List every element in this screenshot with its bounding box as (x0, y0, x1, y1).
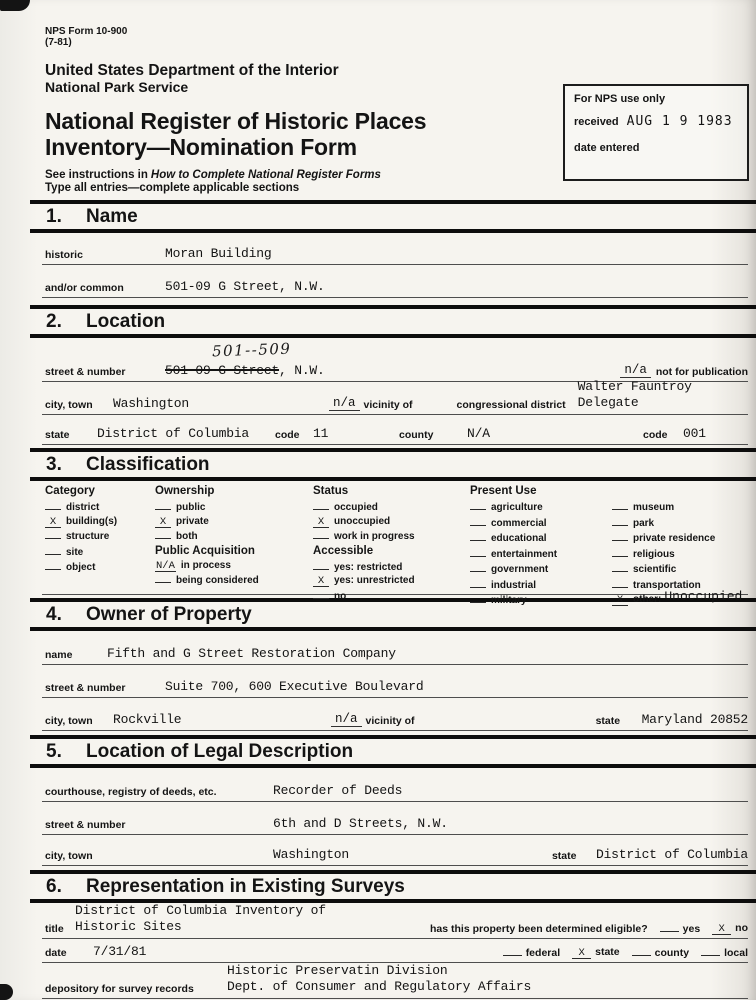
checkbox-other (612, 589, 748, 607)
section-2-number: 2. (46, 311, 62, 332)
vicinity-na: n/a (329, 396, 360, 411)
owner-vicinity-na: n/a (331, 712, 362, 727)
street-value-struck: 501-09 G Street (165, 363, 280, 378)
ownership-header: Ownership (155, 485, 215, 497)
county-value: N/A (467, 426, 490, 441)
survey-date-value: 7/31/81 (93, 944, 147, 959)
checkbox-site (45, 544, 155, 560)
checkbox-blank (155, 499, 171, 510)
checkbox-county (632, 945, 689, 959)
category-column (45, 484, 155, 594)
section-1-title: Name (86, 206, 138, 227)
checkbox-label: commercial (491, 517, 547, 529)
checkbox-blank (612, 577, 628, 588)
not-for-publication-label: not for publication (655, 366, 748, 378)
category-header: Category (45, 485, 95, 497)
street-value (165, 363, 325, 378)
checkbox-label: federal (525, 947, 561, 959)
department-title: United States Department of the Interior (45, 62, 339, 79)
checkbox-label: park (633, 517, 655, 529)
legal-street-value: 6th and D Streets, N.W. (273, 816, 448, 831)
checkbox-blank (612, 530, 628, 541)
legal-city-value: Washington (273, 847, 350, 862)
checkbox-label: public (176, 502, 206, 513)
courthouse-label: courthouse, registry of deeds, etc. (45, 786, 217, 798)
checkbox-yes-restricted (313, 559, 470, 575)
checkbox-blank (470, 592, 486, 603)
field-owner-city (42, 698, 748, 731)
form-title-line2: Inventory—Nomination Form (45, 134, 357, 160)
checkbox-label: being considered (176, 575, 259, 586)
checkbox-label: museum (633, 502, 675, 513)
code2-label: code (643, 429, 668, 441)
field-owner-street (42, 665, 748, 698)
eligible-question: has this property been determined eligible? (430, 923, 648, 935)
checkbox-blank (470, 499, 486, 510)
owner-state-value: Maryland 20852 (641, 712, 748, 727)
field-survey-date (42, 939, 748, 963)
owner-name-label: name (45, 649, 73, 661)
checkbox-blank: X (612, 595, 628, 606)
checkbox-blank (313, 588, 329, 599)
checkbox-label: yes: unrestricted (334, 575, 415, 586)
accessible-header: Accessible (313, 544, 374, 557)
field-legal-street (42, 802, 748, 835)
checkbox-label: district (66, 502, 100, 513)
checkbox-blank (470, 530, 486, 541)
checkbox-yes-unrestricted (313, 574, 470, 588)
survey-title-line1: District of Columbia Inventory of (75, 903, 326, 918)
checkbox-unoccupied (313, 515, 470, 529)
checkbox-blank: X (712, 924, 731, 935)
section-1-header (30, 200, 756, 233)
field-state-county (42, 415, 748, 445)
checkbox-label: object (66, 562, 96, 573)
scan-artifact-bottom-left (0, 984, 13, 1000)
checkbox-blank: X (572, 948, 591, 959)
checkbox-label: scientific (633, 564, 677, 575)
city-value: Washington (113, 396, 190, 411)
field-common-name (42, 265, 748, 298)
checkbox-scientific (612, 561, 748, 577)
checkbox-blank (612, 546, 628, 557)
depository-value (227, 963, 531, 995)
owner-city-label: city, town (45, 715, 93, 727)
owner-vicinity-label: vicinity of (365, 715, 415, 727)
section-6-number: 6. (46, 876, 62, 897)
checkbox-label: no (735, 922, 748, 934)
checkbox-private (155, 515, 313, 529)
code-value: 11 (313, 426, 329, 441)
nps-box-header: For NPS use only (574, 93, 666, 105)
field-legal-city (42, 835, 748, 866)
checkbox-blank (45, 528, 61, 539)
checkbox-label: both (176, 531, 198, 542)
common-name-label: and/or common (45, 282, 124, 294)
agency-title: National Park Service (45, 79, 189, 95)
section-6-title: Representation in Existing Surveys (86, 876, 405, 897)
checkbox-blank (701, 945, 720, 956)
checkbox-label: industrial (491, 579, 537, 591)
checkbox-blank: X (45, 517, 61, 528)
classification-grid (45, 484, 748, 606)
checkbox-label: local (724, 947, 748, 959)
checkbox-public (155, 499, 313, 515)
field-courthouse (42, 768, 748, 802)
field-survey-title (42, 903, 748, 939)
checkbox-label: private (176, 515, 209, 527)
checkbox-blank: X (313, 517, 329, 528)
city-label: city, town (45, 399, 93, 411)
checkbox-label: transportation (633, 579, 701, 591)
owner-city-value: Rockville (113, 712, 182, 727)
checkbox-blank (155, 572, 171, 583)
section-4-number: 4. (46, 604, 62, 625)
checkbox-local (701, 945, 748, 959)
checkbox-industrial (470, 577, 612, 593)
section-1-number: 1. (46, 206, 62, 227)
checkbox-federal (503, 945, 560, 959)
checkbox-blank (503, 945, 522, 956)
section-3-title: Classification (86, 454, 210, 475)
checkbox-label: government (491, 564, 549, 575)
handwritten-correction: 501--509 (211, 339, 292, 361)
checkbox-blank (45, 544, 61, 555)
checkbox-both (155, 528, 313, 544)
instructions-prefix: See instructions in (45, 169, 148, 181)
congressional-line1: Walter Fauntroy (577, 379, 692, 394)
section-5-title: Location of Legal Description (86, 741, 354, 762)
legal-state-label: state (551, 850, 577, 862)
checkbox-private-residence (612, 530, 748, 546)
status-header: Status (313, 485, 349, 497)
survey-title-line2: Historic Sites (75, 919, 182, 934)
checkbox-blank: X (313, 576, 329, 587)
received-row (574, 114, 738, 129)
checkbox-label: religious (633, 548, 675, 560)
legal-state-value: District of Columbia (595, 847, 748, 862)
survey-date-label: date (45, 947, 67, 959)
congressional-district-value (578, 379, 692, 411)
checkbox-work-in-progress (313, 528, 470, 544)
owner-name-value: Fifth and G Street Restoration Company (107, 646, 396, 661)
owner-street-label: street & number (45, 682, 126, 694)
nps-use-only-box (563, 84, 749, 181)
checkbox-label: in process (180, 559, 231, 571)
instructions-line2: Type all entries—complete applicable sections (45, 182, 300, 194)
code-label: code (275, 429, 300, 441)
checkbox-label: military (491, 595, 527, 606)
checkbox-blank: X (155, 517, 171, 528)
checkbox-object (45, 559, 155, 575)
section-5-number: 5. (46, 741, 62, 762)
checkbox-commercial (470, 515, 612, 531)
form-number: NPS Form 10-900 (45, 26, 128, 37)
section-4-title: Owner of Property (86, 604, 252, 625)
field-depository (42, 963, 748, 999)
checkbox-blank (660, 921, 679, 932)
checkbox-eligible-yes (660, 921, 701, 935)
checkbox-educational (470, 530, 612, 546)
common-name-value: 501-09 G Street, N.W. (165, 279, 325, 294)
ownership-column (155, 484, 313, 594)
checkbox-label: yes: restricted (334, 561, 403, 573)
checkbox-label: other: (633, 594, 662, 605)
checkbox-blank (313, 528, 329, 539)
checkbox-blank (313, 499, 329, 510)
checkbox-blank: N/A (156, 559, 175, 572)
field-historic-name (42, 233, 748, 265)
checkbox-blank (45, 559, 61, 570)
owner-street-value: Suite 700, 600 Executive Boulevard (165, 679, 424, 694)
depository-line1: Historic Preservatin Division (227, 963, 448, 978)
checkbox-label: no (334, 590, 347, 602)
code2-value: 001 (683, 426, 706, 441)
survey-title-label: title (45, 923, 64, 935)
checkbox-label: building(s) (66, 515, 118, 527)
historic-value: Moran Building (165, 246, 272, 261)
checkbox-blank (612, 561, 628, 572)
vicinity-label: vicinity of (363, 399, 413, 411)
checkbox-blank (612, 515, 628, 526)
date-entered-label: date entered (574, 142, 640, 154)
present-use-header: Present Use (470, 485, 537, 497)
field-owner-name (42, 631, 748, 665)
checkbox-blank (470, 577, 486, 588)
legal-street-label: street & number (45, 819, 126, 831)
received-date-stamp: AUG 1 9 1983 (626, 114, 733, 129)
checkbox-being-considered (155, 572, 313, 588)
checkbox-structure (45, 528, 155, 544)
section-2-title: Location (86, 311, 166, 332)
section-2-header (30, 305, 756, 338)
checkbox-blank (470, 561, 486, 572)
received-label: received (574, 116, 619, 128)
scan-artifact-top-left (0, 0, 30, 11)
county-label: county (399, 429, 434, 441)
field-street-number (42, 338, 748, 382)
section-5-header (30, 735, 756, 768)
checkbox-park (612, 515, 748, 531)
checkbox-museum (612, 499, 748, 515)
section-3-number: 3. (46, 454, 62, 475)
checkbox-government (470, 561, 612, 577)
congressional-district-label: congressional district (456, 399, 566, 411)
checkbox-label: site (66, 546, 84, 558)
depository-label: depository for survey records (45, 983, 194, 995)
checkbox-occupied (313, 499, 470, 515)
checkbox-blank (45, 499, 61, 510)
checkbox-label: yes (682, 923, 701, 935)
form-number-block (45, 0, 756, 48)
checkbox-blank (632, 945, 651, 956)
checkbox-blank (313, 559, 329, 570)
checkbox-state (572, 946, 620, 959)
checkbox-label: occupied (334, 502, 378, 513)
field-city-town (42, 379, 748, 415)
checkbox-label: educational (491, 533, 547, 544)
not-for-publication-na: n/a (620, 363, 651, 378)
checkbox-military (470, 592, 612, 608)
checkbox-label: agriculture (491, 502, 543, 513)
owner-state-label: state (595, 715, 621, 727)
checkbox-buildings (45, 515, 155, 529)
checkbox-label: entertainment (491, 548, 558, 560)
checkbox-blank (155, 528, 171, 539)
present-use-column-1 (470, 484, 612, 606)
checkbox-religious (612, 546, 748, 562)
checkbox-label: unoccupied (334, 515, 391, 527)
checkbox-agriculture (470, 499, 612, 515)
checkbox-in-process (155, 559, 313, 573)
form-revision: (7-81) (45, 37, 72, 48)
checkbox-no (313, 588, 470, 604)
section-6-header (30, 870, 756, 903)
present-use-column-2 (612, 484, 748, 606)
instructions-manual-title: How to Complete National Register Forms (150, 169, 381, 181)
state-value: District of Columbia (97, 426, 250, 441)
legal-city-label: city, town (45, 850, 93, 862)
checkbox-blank (612, 499, 628, 510)
congressional-line2: Delegate (577, 395, 639, 410)
public-acquisition-header: Public Acquisition (155, 544, 255, 557)
survey-title-value (75, 903, 326, 935)
checkbox-label: private residence (633, 533, 716, 544)
street-value-rest: , N.W. (279, 363, 325, 378)
checkbox-blank (470, 546, 486, 557)
checkbox-eligible-no (712, 922, 748, 935)
form-title-line1: National Register of Historic Places (45, 108, 427, 134)
section-3-header (30, 448, 756, 481)
historic-label: historic (45, 249, 83, 261)
street-label: street & number (45, 366, 126, 378)
checkbox-label: structure (66, 531, 110, 542)
checkbox-label: county (654, 947, 690, 959)
checkbox-entertainment (470, 546, 612, 562)
checkbox-label: state (595, 946, 620, 958)
other-typed-value: Unoccupied (664, 589, 743, 604)
state-label: state (45, 429, 70, 441)
checkbox-district (45, 499, 155, 515)
checkbox-blank (470, 515, 486, 526)
status-column (313, 484, 470, 602)
courthouse-value: Recorder of Deeds (273, 783, 403, 798)
checkbox-label: work in progress (334, 531, 415, 542)
depository-line2: Dept. of Consumer and Regulatory Affairs (227, 979, 532, 994)
